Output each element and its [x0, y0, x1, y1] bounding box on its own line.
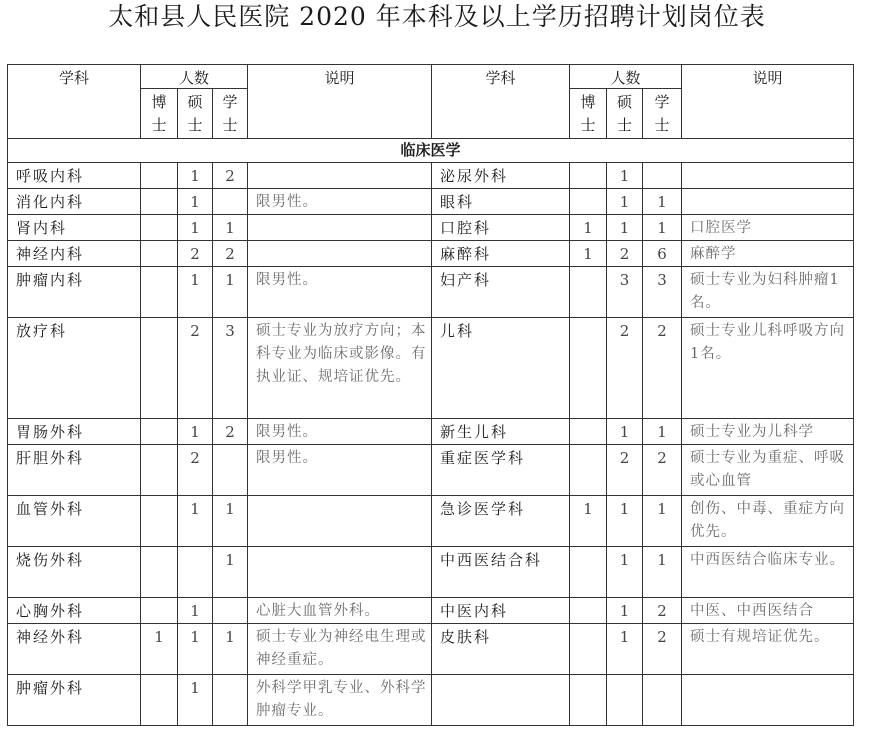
master-count: 2: [178, 445, 213, 496]
bachelor-count: 1: [643, 215, 682, 241]
note-cell: 硕士专业为放疗方向；本科专业为临床或影像。有执业证、规培证优先。: [248, 318, 432, 419]
subject-cell: 口腔科: [432, 215, 570, 241]
subject-cell: [432, 675, 570, 726]
subject-cell: 神经内科: [8, 241, 141, 267]
note-cell: [248, 215, 432, 241]
master-count: 1: [178, 215, 213, 241]
bachelor-count: 1: [643, 189, 682, 215]
subject-cell: 中西医结合科: [432, 547, 570, 598]
doctor-count: [570, 675, 607, 726]
doctor-count: [141, 419, 178, 445]
master-count: 2: [607, 241, 643, 267]
header-master-right: 硕 士: [607, 89, 643, 139]
subject-cell: 重症医学科: [432, 445, 570, 496]
bachelor-count: 3: [213, 318, 248, 419]
table-row: [8, 624, 854, 675]
master-count: 1: [607, 189, 643, 215]
bachelor-count: 2: [643, 318, 682, 419]
master-count: 1: [178, 163, 213, 189]
doctor-count: [141, 215, 178, 241]
bachelor-count: 1: [643, 547, 682, 598]
doctor-count: [141, 189, 178, 215]
subject-cell: 神经外科: [8, 624, 141, 675]
note-cell: 心脏大血管外科。: [248, 598, 432, 624]
page-title: 太和县人民医院 2020 年本科及以上学历招聘计划岗位表: [108, 2, 766, 31]
header-note-left: 说明: [248, 65, 432, 139]
subject-cell: 儿科: [432, 318, 570, 419]
master-count: 2: [607, 318, 643, 419]
subject-cell: 中医内科: [432, 598, 570, 624]
bachelor-count: 6: [643, 241, 682, 267]
subject-cell: 呼吸内科: [8, 163, 141, 189]
subject-cell: 血管外科: [8, 496, 141, 547]
bachelor-count: 2: [643, 598, 682, 624]
note-cell: 外科学甲乳专业、外科学肿瘤专业。: [248, 675, 432, 726]
header-bachelor-right: 学 士: [643, 89, 682, 139]
doctor-count: 1: [570, 215, 607, 241]
master-count: 1: [178, 598, 213, 624]
bachelor-count: 1: [643, 419, 682, 445]
bachelor-count: 1: [213, 547, 248, 598]
doctor-count: [141, 675, 178, 726]
header-bachelor-left: 学 士: [213, 89, 248, 139]
subject-cell: 烧伤外科: [8, 547, 141, 598]
master-count: [607, 675, 643, 726]
doctor-count: [570, 318, 607, 419]
doctor-count: 1: [141, 624, 178, 675]
doctor-count: [141, 241, 178, 267]
master-count: 1: [607, 496, 643, 547]
header-subject-left: 学科: [8, 65, 141, 139]
note-cell: 硕士有规培证优先。: [682, 624, 854, 675]
table-row: [8, 267, 854, 318]
header-doctor-right: 博 士: [570, 89, 607, 139]
header-count-left: 人数: [141, 65, 248, 89]
subject-cell: 急诊医学科: [432, 496, 570, 547]
bachelor-count: 1: [213, 267, 248, 318]
doctor-count: [570, 419, 607, 445]
note-cell: 口腔医学: [682, 215, 854, 241]
doctor-count: [141, 318, 178, 419]
master-count: 1: [607, 215, 643, 241]
subject-cell: 胃肠外科: [8, 419, 141, 445]
subject-cell: 心胸外科: [8, 598, 141, 624]
table-row: [8, 547, 854, 598]
master-count: 1: [178, 267, 213, 318]
master-count: 2: [607, 445, 643, 496]
section-heading: 临床医学: [8, 139, 854, 163]
subject-cell: 麻醉科: [432, 241, 570, 267]
master-count: 1: [607, 163, 643, 189]
subject-cell: 放疗科: [8, 318, 141, 419]
doctor-count: [141, 547, 178, 598]
doctor-count: [141, 163, 178, 189]
table-row: [8, 419, 854, 445]
subject-cell: 肾内科: [8, 215, 141, 241]
bachelor-count: 2: [213, 241, 248, 267]
master-count: 1: [607, 419, 643, 445]
bachelor-count: 1: [213, 215, 248, 241]
bachelor-count: [643, 675, 682, 726]
note-cell: 限男性。: [248, 189, 432, 215]
table-row: [8, 445, 854, 496]
bachelor-count: 3: [643, 267, 682, 318]
note-cell: 限男性。: [248, 419, 432, 445]
bachelor-count: 2: [643, 445, 682, 496]
note-cell: 创伤、中毒、重症方向优先。: [682, 496, 854, 547]
doctor-count: [570, 624, 607, 675]
bachelor-count: [213, 598, 248, 624]
master-count: 2: [178, 318, 213, 419]
subject-cell: 肝胆外科: [8, 445, 141, 496]
table-row: [8, 189, 854, 215]
master-count: 2: [178, 241, 213, 267]
subject-cell: 泌尿外科: [432, 163, 570, 189]
note-cell: 中医、中西医结合: [682, 598, 854, 624]
subject-cell: 新生儿科: [432, 419, 570, 445]
table-row: [8, 241, 854, 267]
bachelor-count: [643, 163, 682, 189]
table-row: [8, 318, 854, 419]
master-count: 1: [178, 189, 213, 215]
note-cell: [248, 163, 432, 189]
master-count: 1: [178, 675, 213, 726]
master-count: [178, 547, 213, 598]
note-cell: [248, 241, 432, 267]
doctor-count: [570, 189, 607, 215]
header-subject-right: 学科: [432, 65, 570, 139]
note-cell: 硕士专业为神经电生理或神经重症。: [248, 624, 432, 675]
doctor-count: 1: [570, 241, 607, 267]
doctor-count: [141, 496, 178, 547]
doctor-count: 1: [570, 496, 607, 547]
note-cell: 硕士专业为重症、呼吸或心血管: [682, 445, 854, 496]
doctor-count: [570, 598, 607, 624]
master-count: 1: [178, 496, 213, 547]
note-cell: 中西医结合临床专业。: [682, 547, 854, 598]
note-cell: [682, 189, 854, 215]
table-row: [8, 675, 854, 726]
master-count: 3: [607, 267, 643, 318]
note-cell: 麻醉学: [682, 241, 854, 267]
note-cell: [248, 547, 432, 598]
note-cell: [682, 675, 854, 726]
master-count: 1: [607, 547, 643, 598]
master-count: 1: [607, 598, 643, 624]
note-cell: [682, 163, 854, 189]
bachelor-count: 2: [213, 163, 248, 189]
subject-cell: 眼科: [432, 189, 570, 215]
note-cell: 硕士专业为妇科肿瘤1名。: [682, 267, 854, 318]
bachelor-count: 2: [643, 624, 682, 675]
bachelor-count: 1: [643, 496, 682, 547]
doctor-count: [141, 598, 178, 624]
header-doctor-left: 博 士: [141, 89, 178, 139]
master-count: 1: [178, 624, 213, 675]
note-cell: 限男性。: [248, 445, 432, 496]
note-cell: 限男性。: [248, 267, 432, 318]
table-row: [8, 163, 854, 189]
note-cell: 硕士专业儿科呼吸方向1名。: [682, 318, 854, 419]
header-note-right: 说明: [682, 65, 854, 139]
bachelor-count: 1: [213, 624, 248, 675]
doctor-count: [570, 163, 607, 189]
note-cell: 硕士专业为儿科学: [682, 419, 854, 445]
doctor-count: [570, 267, 607, 318]
table-row: [8, 496, 854, 547]
note-cell: [248, 496, 432, 547]
bachelor-count: 1: [213, 496, 248, 547]
doctor-count: [141, 267, 178, 318]
header-count-right: 人数: [570, 65, 682, 89]
doctor-count: [570, 547, 607, 598]
subject-cell: 妇产科: [432, 267, 570, 318]
bachelor-count: [213, 189, 248, 215]
header-master-left: 硕 士: [178, 89, 213, 139]
table-row: [8, 215, 854, 241]
doctor-count: [570, 445, 607, 496]
subject-cell: 肿瘤外科: [8, 675, 141, 726]
master-count: 1: [178, 419, 213, 445]
bachelor-count: [213, 445, 248, 496]
subject-cell: 消化内科: [8, 189, 141, 215]
bachelor-count: 2: [213, 419, 248, 445]
bachelor-count: [213, 675, 248, 726]
master-count: 1: [607, 624, 643, 675]
subject-cell: 皮肤科: [432, 624, 570, 675]
table-row: [8, 598, 854, 624]
recruitment-table: [7, 64, 854, 726]
subject-cell: 肿瘤内科: [8, 267, 141, 318]
doctor-count: [141, 445, 178, 496]
